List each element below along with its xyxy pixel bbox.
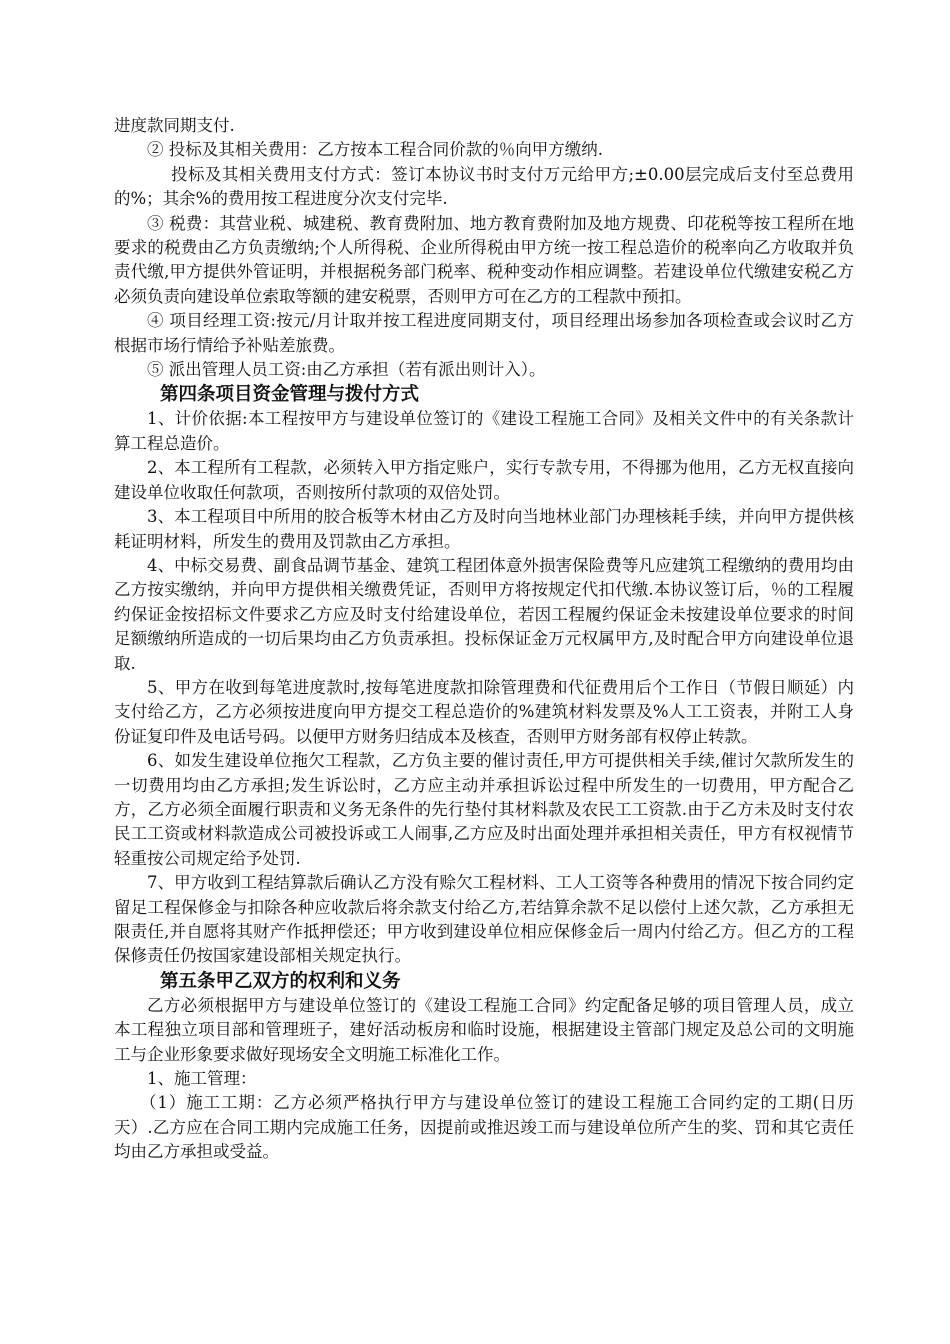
paragraph-12: 5、甲方在收到每笔进度款时,按每笔进度款扣除管理费和代征费用后个工作日（节假日顺延）内支付给乙方，乙方必须按进度向甲方提交工程总造价的%建筑材料发票及%人工工资表，并附工人身份证复印件及电话号码。以便甲方财务归结成本及核查，否则甲方财务部有权停止转款。: [114, 677, 854, 746]
paragraph-3: 投标及其相关费用支付方式：签订本协议书时支付万元给甲方;±0.00层完成后支付至总费用的%；其余%的费用按工程进度分次支付完毕.: [114, 164, 854, 209]
document-page: [114, 114, 854, 1165]
paragraph-14: 7、甲方收到工程结算款后确认乙方没有赊欠工程材料、工人工资等各种费用的情况下按合同约定留足工程保修金与扣除各种应收款后将余款支付给乙方,若结算余款不足以偿付上述欠款，乙方承担无限责任,并自愿将其财产作抵押偿还；甲方收到建设单位相应保修金后一周内付给乙方。但乙方的工程保修责任仍按国家建设部相关规定执行。: [114, 873, 854, 966]
paragraph-8: 1、计价依据:本工程按甲方与建设单位签订的《建设工程施工合同》及相关文件中的有关条款计算工程总造价。: [114, 409, 854, 453]
paragraph-1: 进度款同期支付.: [114, 116, 235, 135]
paragraph-9: 2、本工程所有工程款，必须转入甲方指定账户，实行专款专用，不得挪为他用，乙方无权直接向建设单位收取任何款项，否则按所付款项的双倍处罚。: [114, 458, 854, 502]
paragraph-16: 乙方必须根据甲方与建设单位签订的《建设工程施工合同》约定配备足够的项目管理人员，成立本工程独立项目部和管理班子，建好活动板房和临时设施，根据建设主管部门规定及总公司的文明施工与企业形象要求做好现场安全文明施工标准化工作。: [114, 995, 854, 1064]
paragraph-5: ④ 项目经理工资:按元/月计取并按工程进度同期支付，项目经理出场参加各项检查或会议时乙方根据市场行情给予补贴差旅费。: [114, 311, 854, 355]
paragraph-17: 1、施工管理：: [147, 1069, 257, 1089]
paragraph-11: 4、中标交易费、副食品调节基金、建筑工程团体意外损害保险费等凡应建筑工程缴纳的费用均由乙方按实缴纳，并向甲方提供相关缴费凭证，否则甲方将按规定代扣代缴.本协议签订后，％的工程履约保证金按招标文件要求乙方应及时支付给建设单位，若因工程履约保证金未按建设单位要求的时间足额缴纳所造成的一切后果均由乙方负责承担。投标保证金万元权属甲方,及时配合甲方向建设单位退取.: [114, 555, 854, 673]
paragraph-2: ② 投标及其相关费用：乙方按本工程合同价款的％向甲方缴纳.: [147, 140, 603, 160]
section-heading-article-4: 第四条项目资金管理与拨付方式: [160, 384, 420, 406]
paragraph-18: （1）施工工期：乙方必须严格执行甲方与建设单位签订的建设工程施工合同约定的工期(日历天）.乙方应在合同工期内完成施工任务，因提前或推迟竣工而与建设单位所产生的奖、罚和其它责任均由乙方承担或受益。: [114, 1093, 854, 1162]
paragraph-10: 3、本工程项目中所用的胶合板等木材由乙方及时向当地林业部门办理核耗手续，并向甲方提供核耗证明材料，所发生的费用及罚款由乙方承担。: [114, 507, 854, 551]
section-heading-article-5: 第五条甲乙双方的权利和义务: [160, 970, 401, 992]
paragraph-6: ⑤ 派出管理人员工资:由乙方承担（若有派出则计入）。: [147, 360, 546, 380]
paragraph-4: ③ 税费：其营业税、城建税、教育费附加、地方教育费附加及地方规费、印花税等按工程所在地要求的税费由乙方负责缴纳;个人所得税、企业所得税由甲方统一按工程总造价的税率向乙方收取并负责代缴,甲方提供外管证明，并根据税务部门税率、税种变动作相应调整。若建设单位代缴建安税乙方必须负责向建设单位索取等额的建安税票，否则甲方可在乙方的工程款中预扣。: [114, 213, 854, 306]
paragraph-13: 6、如发生建设单位拖欠工程款，乙方负主要的催讨责任,甲方可提供相关手续,催讨欠款所发生的一切费用均由乙方承担;发生诉讼时，乙方应主动并承担诉讼过程中所发生的一切费用，甲方配合乙方，乙方必须全面履行职责和义务无条件的先行垫付其材料款及农民工工资款.由于乙方未及时支付农民工工资或材料款造成公司被投诉或工人闹事,乙方应及时出面处理并承担相关责任，甲方有权视情节轻重按公司规定给予处罚.: [114, 751, 854, 868]
